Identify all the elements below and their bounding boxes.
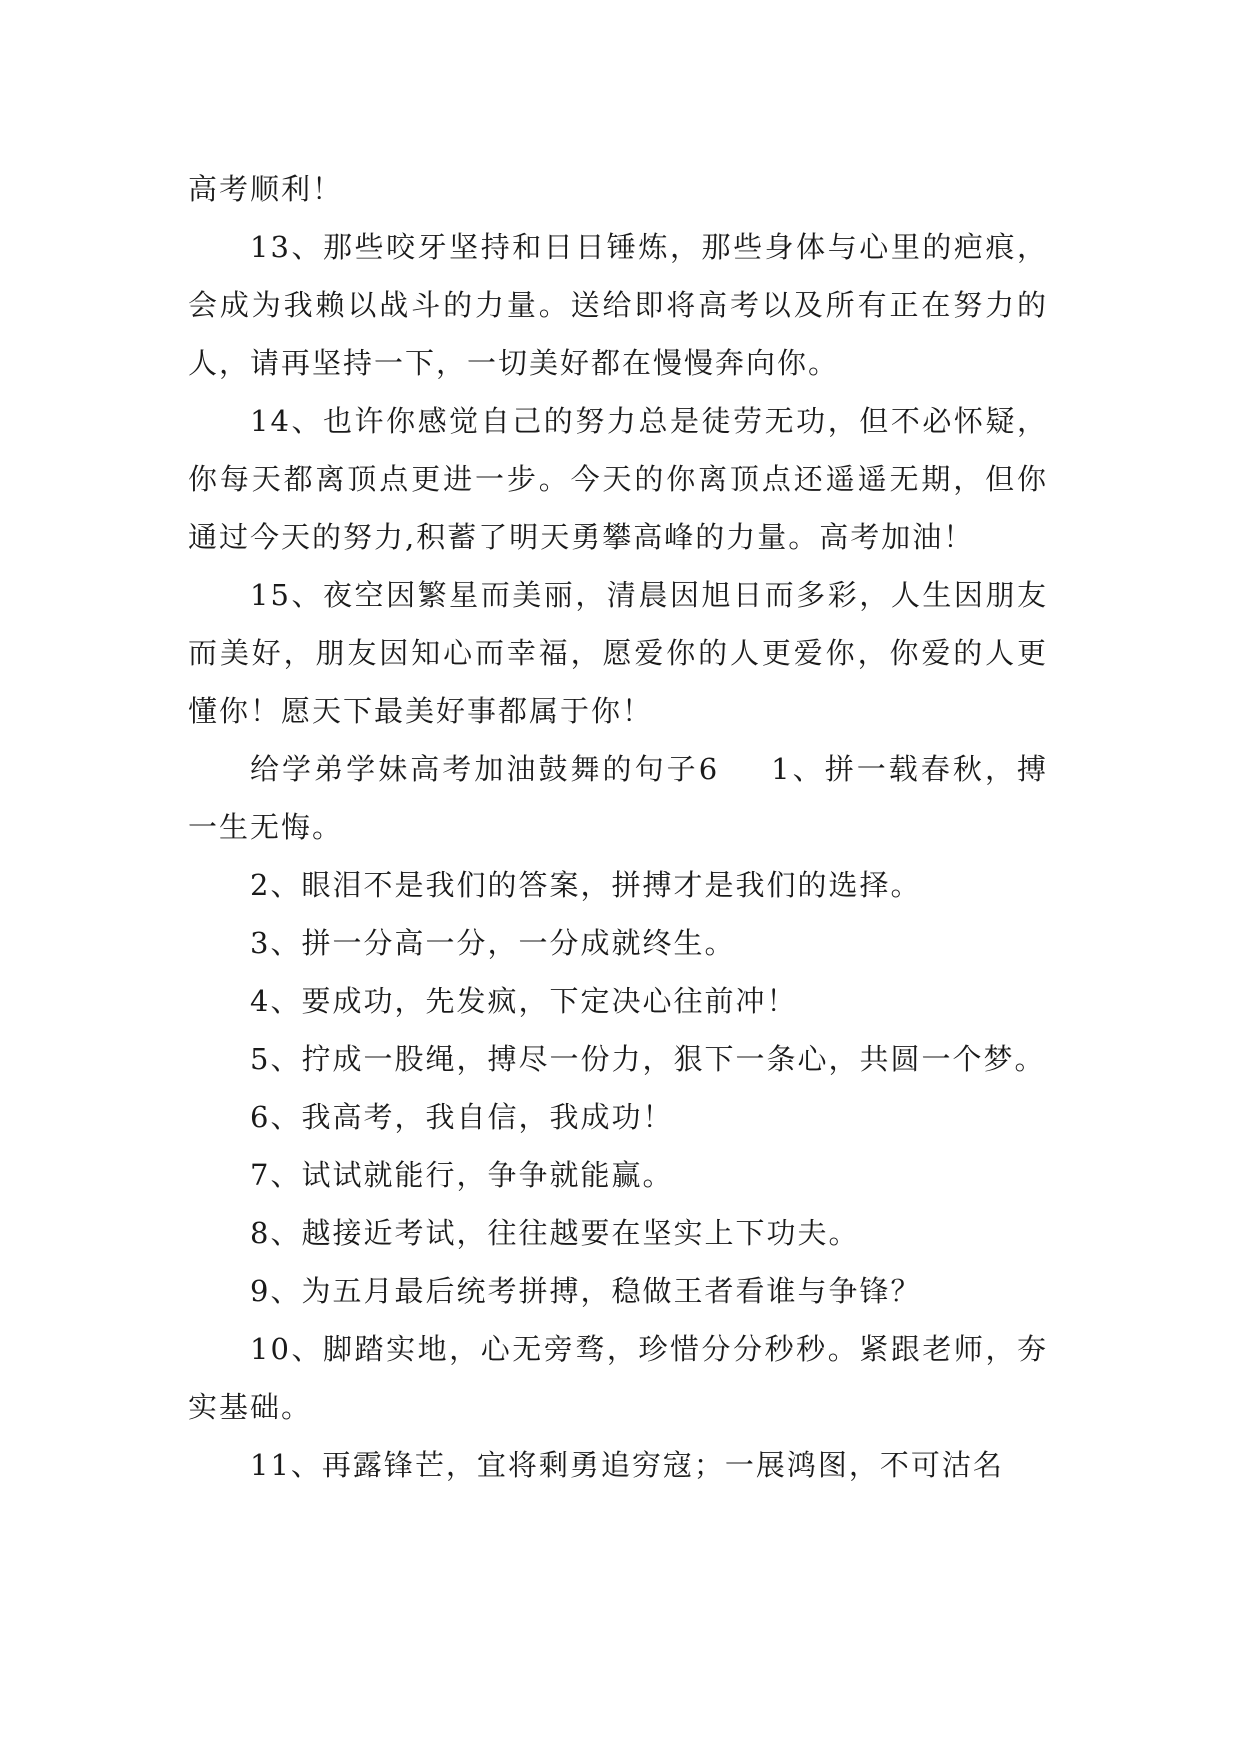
section-heading-paragraph: [188, 740, 1048, 856]
list-item-4: 4、要成功，先发疯，下定决心往前冲！: [250, 984, 798, 1018]
paragraph-item-14: 14、也许你感觉自己的努力总是徒劳无功，但不必怀疑，你每天都离顶点更进一步。今天的你离顶点还遥遥无期，但你通过今天的努力,积蓄了明天勇攀高峰的力量。高考加油！: [188, 404, 1048, 554]
list-item-3: 3、拼一分高一分，一分成就终生。: [250, 926, 736, 960]
section-heading: 给学弟学妹高考加油鼓舞的句子6: [250, 752, 720, 786]
list-item-7: 7、试试就能行，争争就能赢。: [250, 1158, 674, 1192]
list-item-6: 6、我高考，我自信，我成功！: [250, 1100, 674, 1134]
paragraph-item-13: 13、那些咬牙坚持和日日锤炼，那些身体与心里的疤痕，会成为我赖以战斗的力量。送给即将高考以及所有正在努力的人，请再坚持一下，一切美好都在慢慢奔向你。: [188, 230, 1048, 380]
list-item-2: 2、眼泪不是我们的答案，拼搏才是我们的选择。: [250, 868, 922, 902]
paragraph-continuation: 高考顺利！: [188, 172, 344, 206]
list-item-9: 9、为五月最后统考拼搏，稳做王者看谁与争锋？: [250, 1274, 922, 1308]
section-first-item: 1、拼一载春秋，搏一生无悔。: [188, 752, 1049, 844]
list-item-10: 10、脚踏实地，心无旁骛，珍惜分分秒秒。紧跟老师，夯实基础。: [188, 1332, 1048, 1424]
list-item-8: 8、越接近考试，往往越要在坚实上下功夫。: [250, 1216, 860, 1250]
list-item-5: 5、拧成一股绳，搏尽一份力，狠下一条心，共圆一个梦。: [250, 1042, 1046, 1076]
document-body: [188, 160, 1048, 1494]
list-item-11: 11、再露锋芒，宜将剩勇追穷寇；一展鸿图，不可沽名: [250, 1448, 1004, 1482]
paragraph-item-15: 15、夜空因繁星而美丽，清晨因旭日而多彩，人生因朋友而美好，朋友因知心而幸福，愿爱你的人更爱你，你爱的人更懂你！愿天下最美好事都属于你！: [188, 578, 1048, 728]
